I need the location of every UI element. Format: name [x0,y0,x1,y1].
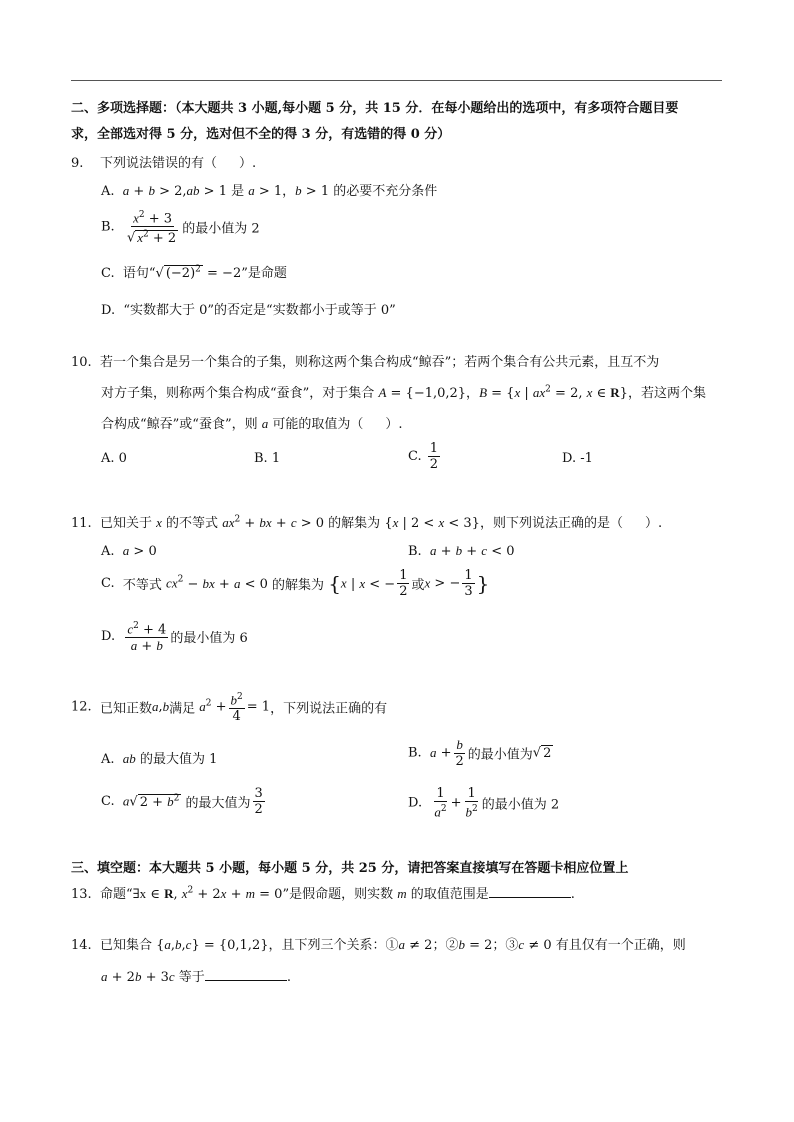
q10-option-c: C. $\frac{1}{2}$ [408,441,439,472]
q14-answer-blank[interactable] [205,968,287,981]
q10-line2: 对方子集，则称两个集合构成“蚕食”，对于集合 A = {−1,0,2}，B = {x | $ax^2 = 2$, x ∈ R}，若这两个集 [101,384,706,401]
section-2-title-line2: 求，全部选对得 5 分，选对但不全的得 3 分，有选错的得 0 分） [71,127,451,142]
q9-option-a: A. a + b > 2,ab > 1 是 a > 1，b > 1 的必要不充分条件 [101,183,438,199]
q10-number: 10. [71,355,92,370]
q12-option-b: B. a + $\frac{b}{2}$ 的最小值为√ 2 [408,737,552,769]
q13-number: 13. [71,887,92,902]
section-2-title-line1: 二、多项选择题：（本大题共 3 小题,每小题 5 分，共 15 分．在每小题给出的选项中，有多项符合题目要 [71,101,679,116]
q11-option-d: D. $\frac{c^2 + 4}{a + b}$ 的最小值为 6 [101,621,248,655]
q11-stem: 11. 已知关于 x 的不等式 $ax^2$ + bx + c > 0 的解集为 {x | 2 < x < 3}，则下列说法正确的是（ ）. [71,514,663,531]
q10-line3: 合构成“鲸吞”或“蚕食”，则 a 可能的取值为（ ）. [101,416,403,432]
q12-option-d: D. $\frac{1}{a^2}$ + $\frac{1}{b^2}$ 的最小值为 2 [408,786,560,820]
q14-line2: a + 2b + 3c 等于 . [101,969,291,985]
q12-stem: 12. 已知正数a,b满足 $a^2$ + $\frac{b^2}{4}$ = 1，下列说法正确的有 [71,692,388,725]
q9-option-c: C. 语句“√ $(-2)^2 = -2$”是命题 [101,264,287,281]
q9-stem: 9. 下列说法错误的有（ ）. [71,156,257,171]
q11-option-c: C. 不等式 $cx^2$ − bx + a < 0 的解集为 {x | x < − $\frac{1}{2}$ 或x > − $\frac{1}{3}$ } [101,568,490,599]
q13-stem: 13. 命题“∃x ∈ R, $x^2 + 2x + m = 0$”是假命题，则实数 m 的取值范围是 . [71,885,575,902]
q11-number: 11. [71,516,92,531]
q11-option-b: B. a + b + c < 0 [408,543,515,559]
q14-number: 14. [71,938,92,953]
header-rule [71,80,722,81]
q12-number: 12. [71,699,92,715]
q12-option-a: A. ab 的最大值为 1 [101,751,218,767]
q12-option-c: C. a√ $2 + b^2$ 的最大值为 $\frac{3}{2}$ [101,786,263,817]
q10-option-d: D. -1 [562,451,593,466]
q11-option-a: A. a > 0 [101,543,157,559]
q9-number: 9. [71,156,84,171]
q9-option-d: D. “实数都大于 0”的否定是“实数都小于或等于 0” [101,303,396,318]
q10-option-b: B. 1 [254,451,281,466]
q9-option-b: B. $\frac{x^2 + 3}{√ x^2 + 2}$ 的最小值为 2 [101,210,260,246]
section-3-title: 三、填空题：本大题共 5 小题，每小题 5 分，共 25 分，请把答案直接填写在答题卡相应位置上 [71,861,629,876]
q14-line1: 14. 已知集合 {a,b,c} = {0,1,2}，且下列三个关系：①a ≠ 2；②b = 2；③c ≠ 0 有且仅有一个正确，则 [71,937,686,953]
q13-answer-blank[interactable] [489,885,571,898]
q10-option-a: A. 0 [101,451,127,466]
q10-line1: 10. 若一个集合是另一个集合的子集，则称这两个集合构成“鲸吞”；若两个集合有公共元素，且互不为 [71,355,660,370]
